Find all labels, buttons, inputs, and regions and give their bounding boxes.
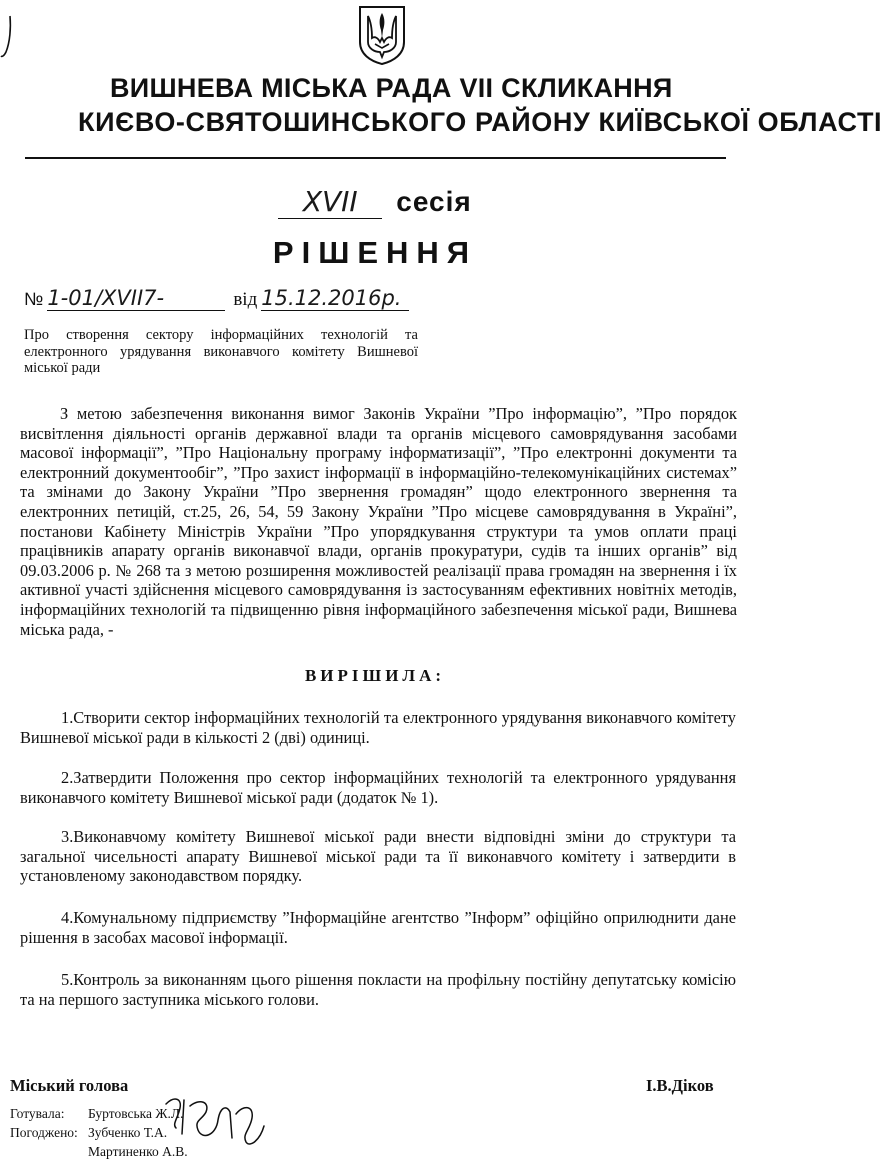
decided-heading: ВИРІШИЛА:	[304, 666, 446, 685]
preamble-text: З метою забезпечення виконання вимог Законів України ”Про інформацію”, ”Про порядок висвітлення діяльності органів державної влади та органів місцевого самоврядування засобами масової інформації”, ”Про Національну програму інформатизації”, ”Про електронні документи та електронний документообіг”, ”Про захист інформації в інформаційно-телекомунікаційних системах” та змінами до Закону України ”Про звернення громадян” щодо електронного звернення та електронних петицій, ст.25, 26, 54, 59 Закону України ”Про місцеве самоврядування в Україні”, постанови Кабінету Міністрів України ”Про упорядкування структури та умов оплати праці працівників апарату органів виконавчої влади, органів прокуратури, судів та інших органів” від 09.03.2006 р. № 268 та з метою розширення можливостей реалізації права громадян на звернення і їх активної участі здійснення місцевого самоврядування із застосуванням ефективних новітніх методів, інформаційних технологій та підвищенню рівня інформаційного забезпечення міської ради, Вишнева міська рада, -	[20, 404, 737, 639]
agreed-by-name: Зубченко Т.А.	[88, 1125, 168, 1140]
agreed-by-label: Погоджено:	[10, 1125, 78, 1140]
decision-subject: Про створення сектору інформаційних технологій та електронного урядування виконавчого комітету Вишневої міської ради	[24, 327, 418, 376]
session-line	[0, 186, 750, 219]
decision-item-text: 5.Контроль за виконанням цього рішення покласти на профільну постійну депутатську комісію та на першого заступника міського голови.	[20, 970, 736, 1009]
coat-of-arms-icon	[356, 4, 408, 66]
header-divider	[25, 157, 726, 159]
decision-number-line	[24, 286, 409, 311]
council-title: ВИШНЕВА МІСЬКА РАДА VII СКЛИКАННЯ	[110, 73, 673, 103]
decision-item-text: 4.Комунальному підприємству ”Інформаційне агентство ”Інформ” офіційно оприлюднити дане рішення в засобах масової інформації.	[20, 908, 736, 947]
decision-item-text: 3.Виконавчому комітету Вишневої міської ради внести відповідні зміни до структури та загальної чисельності апарату Вишневої міської ради та її виконавчого комітету і затвердити в установленому законодавством порядку.	[20, 827, 736, 886]
council-district: КИЄВО-СВЯТОШИНСЬКОГО РАЙОНУ КИЇВСЬКОЇ ОБЛАСТІ	[78, 107, 882, 137]
number-sign: №	[24, 289, 44, 309]
decision-item	[20, 768, 736, 807]
prepared-by-name: Буртовська Ж.Л.	[88, 1106, 184, 1121]
preamble-paragraph	[20, 404, 737, 639]
decision-number: 1-01/XVII7-	[47, 286, 225, 311]
session-word: сесія	[396, 186, 472, 217]
agreed-by-name: Мартиненко А.В.	[88, 1144, 188, 1159]
signatory-name: І.В.Діков	[646, 1076, 714, 1095]
decision-item-text: 2.Затвердити Положення про сектор інформаційних технологій та електронного урядування виконавчого комітету Вишневої міської ради (додаток № 1).	[20, 768, 736, 807]
prepared-by-label: Готувала:	[10, 1106, 65, 1121]
decision-item	[20, 908, 736, 947]
session-number: XVII	[278, 186, 382, 219]
margin-pen-mark	[0, 14, 14, 60]
handwritten-signature	[160, 1090, 272, 1150]
signatory-title: Міський голова	[10, 1076, 129, 1095]
date-label: від	[233, 289, 258, 310]
decision-date: 15.12.2016р.	[261, 286, 409, 311]
decision-item	[20, 827, 736, 886]
decision-item-text: 1.Створити сектор інформаційних технологій та електронного урядування виконавчого комітету Вишневої міської ради в кількості 2 (дві) одиниці.	[20, 708, 736, 747]
decision-item	[20, 970, 736, 1009]
decision-item	[20, 708, 736, 747]
document-type-heading: РІШЕННЯ	[272, 235, 478, 270]
